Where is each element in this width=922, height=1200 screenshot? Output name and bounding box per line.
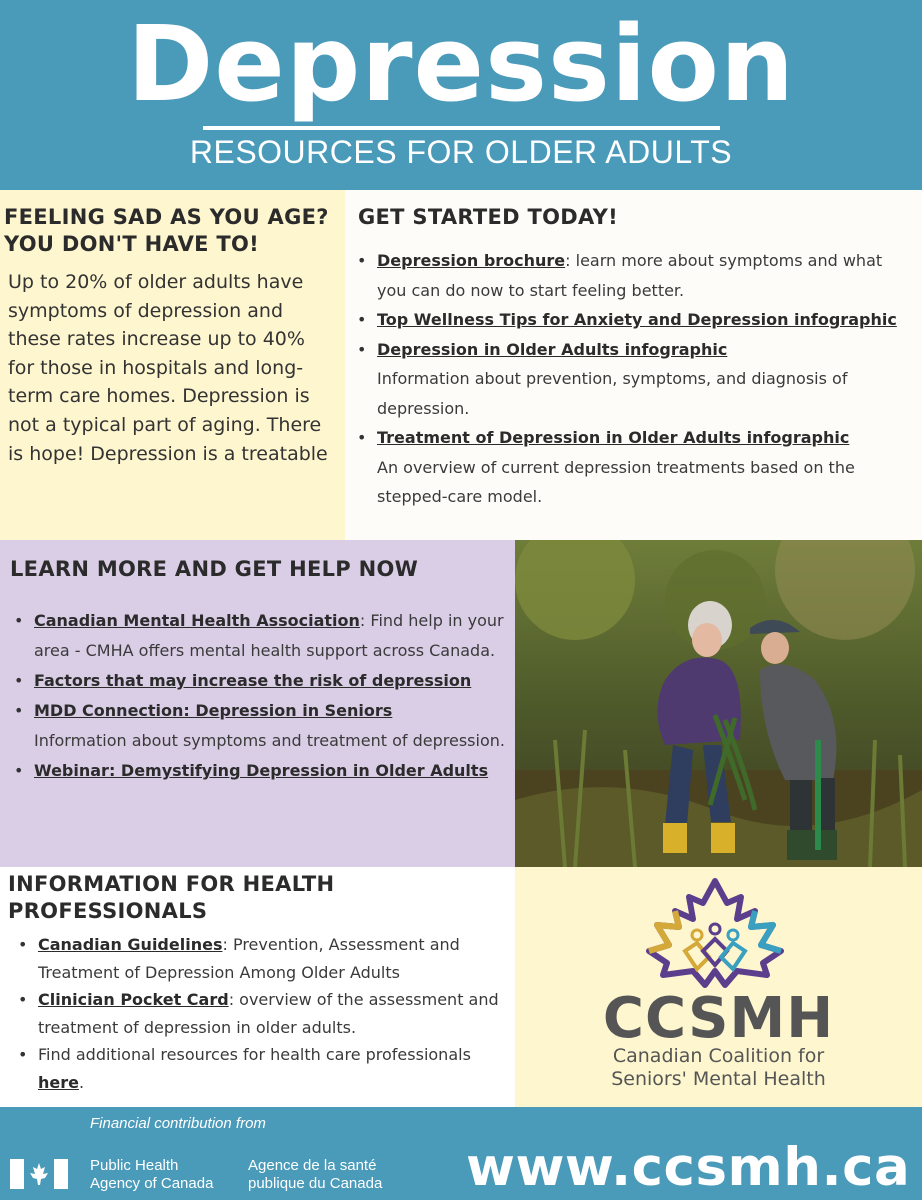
additional-resources-here-link[interactable]: here — [38, 1072, 79, 1092]
depression-older-adults-infographic-link[interactable]: Depression in Older Adults infographic — [377, 339, 728, 359]
ccsmh-full-name-line2: Seniors' Mental Health — [611, 1068, 826, 1090]
phac-french-name — [248, 1157, 382, 1193]
gardening-photo-illustration — [515, 540, 922, 867]
ccsmh-logo — [515, 867, 922, 1107]
list-item — [18, 1041, 510, 1096]
ccsmh-wordmark: CCSMH — [602, 986, 835, 1051]
cmha-link[interactable]: Canadian Mental Health Association — [34, 611, 360, 630]
phac-french-line2: publique du Canada — [248, 1175, 383, 1192]
phac-english-line1: Public Health — [90, 1157, 179, 1174]
webinar-link[interactable]: Webinar: Demystifying Depression in Older Adults — [34, 761, 489, 780]
list-item-text: Information about prevention, symptoms, and diagnosis of depression. — [377, 369, 848, 418]
financial-contribution-label: Financial contribution from — [90, 1115, 266, 1132]
feeling-sad-body: Up to 20% of older adults have symptoms of depression and these rates increase up to 40% for those in hospitals and long-term care homes. Depression is not a typical part of aging. There is hope! Depression is a treatable — [8, 271, 328, 465]
list-item-text: : learn more about symptoms and what you can do now to start feeling better. — [377, 251, 883, 300]
ccsmh-full-name-line1: Canadian Coalition for — [612, 1045, 825, 1067]
list-item — [14, 606, 509, 666]
health-professionals-list — [18, 931, 510, 1096]
feeling-sad-panel — [0, 190, 345, 540]
phac-english-name — [90, 1157, 213, 1193]
list-item — [357, 246, 912, 305]
ccsmh-logo-panel — [515, 867, 922, 1107]
ccsmh-full-name — [515, 1045, 922, 1091]
get-started-panel — [345, 190, 922, 540]
list-item — [18, 986, 510, 1041]
learn-more-heading: LEARN MORE AND GET HELP NOW — [10, 557, 419, 581]
canada-flag-icon — [10, 1159, 68, 1189]
learn-more-panel — [0, 540, 515, 867]
mdd-connection-link[interactable]: MDD Connection: Depression in Seniors — [34, 701, 393, 720]
get-started-heading: GET STARTED TODAY! — [358, 205, 618, 229]
learn-more-list — [14, 606, 509, 786]
page-title: Depression — [126, 3, 796, 125]
health-professionals-heading-line2: PROFESSIONALS — [8, 899, 208, 923]
list-item — [14, 756, 509, 786]
clinician-pocket-card-link[interactable]: Clinician Pocket Card — [38, 990, 229, 1009]
phac-french-line1: Agence de la santé — [248, 1157, 377, 1174]
health-professionals-heading-line1: INFORMATION FOR HEALTH — [8, 872, 335, 896]
feeling-sad-heading-line1: FEELING SAD AS YOU AGE? — [4, 205, 329, 229]
depression-brochure-link[interactable]: Depression brochure — [377, 251, 566, 270]
phac-english-line2: Agency of Canada — [90, 1175, 214, 1192]
header-banner — [0, 0, 922, 190]
list-item-text: : Prevention, Assessment and Treatment of Depression Among Older Adults — [38, 935, 460, 982]
page-subtitle: RESOURCES FOR OLDER ADULTS — [189, 134, 733, 170]
feeling-sad-heading-line2: YOU DON'T HAVE TO! — [4, 232, 260, 256]
health-professionals-heading — [8, 871, 334, 925]
footer-banner — [0, 1107, 922, 1200]
treatment-infographic-link[interactable]: Treatment of Depression in Older Adults infographic — [377, 428, 850, 447]
list-item-text: Information about symptoms and treatment of depression. — [34, 731, 505, 750]
list-item — [14, 696, 509, 756]
list-item — [357, 335, 912, 424]
list-item — [18, 931, 510, 986]
gardening-photo — [515, 540, 922, 867]
list-item-text: : Find help in your area - CMHA offers mental health support across Canada. — [34, 611, 504, 660]
list-item-text: An overview of current depression treatments based on the stepped-care model. — [377, 457, 855, 506]
header-divider — [203, 126, 720, 130]
list-item-text: : overview of the assessment and treatment of depression in older adults. — [38, 990, 499, 1037]
maple-leaf-people-icon — [515, 867, 922, 997]
wellness-tips-infographic-link[interactable]: Top Wellness Tips for Anxiety and Depression infographic — [377, 310, 897, 329]
get-started-list — [357, 246, 912, 512]
health-professionals-panel — [0, 867, 515, 1107]
list-item — [14, 666, 509, 696]
list-item-text: . — [78, 1072, 85, 1092]
feeling-sad-heading — [4, 204, 344, 258]
list-item-text: Find additional resources for health care professionals — [38, 1045, 471, 1064]
risk-factors-link[interactable]: Factors that may increase the risk of depression — [34, 671, 472, 690]
list-item — [357, 423, 912, 512]
website-url-link[interactable]: www.ccsmh.ca — [466, 1137, 911, 1198]
list-item — [357, 305, 912, 335]
canadian-guidelines-link[interactable]: Canadian Guidelines — [38, 935, 223, 954]
